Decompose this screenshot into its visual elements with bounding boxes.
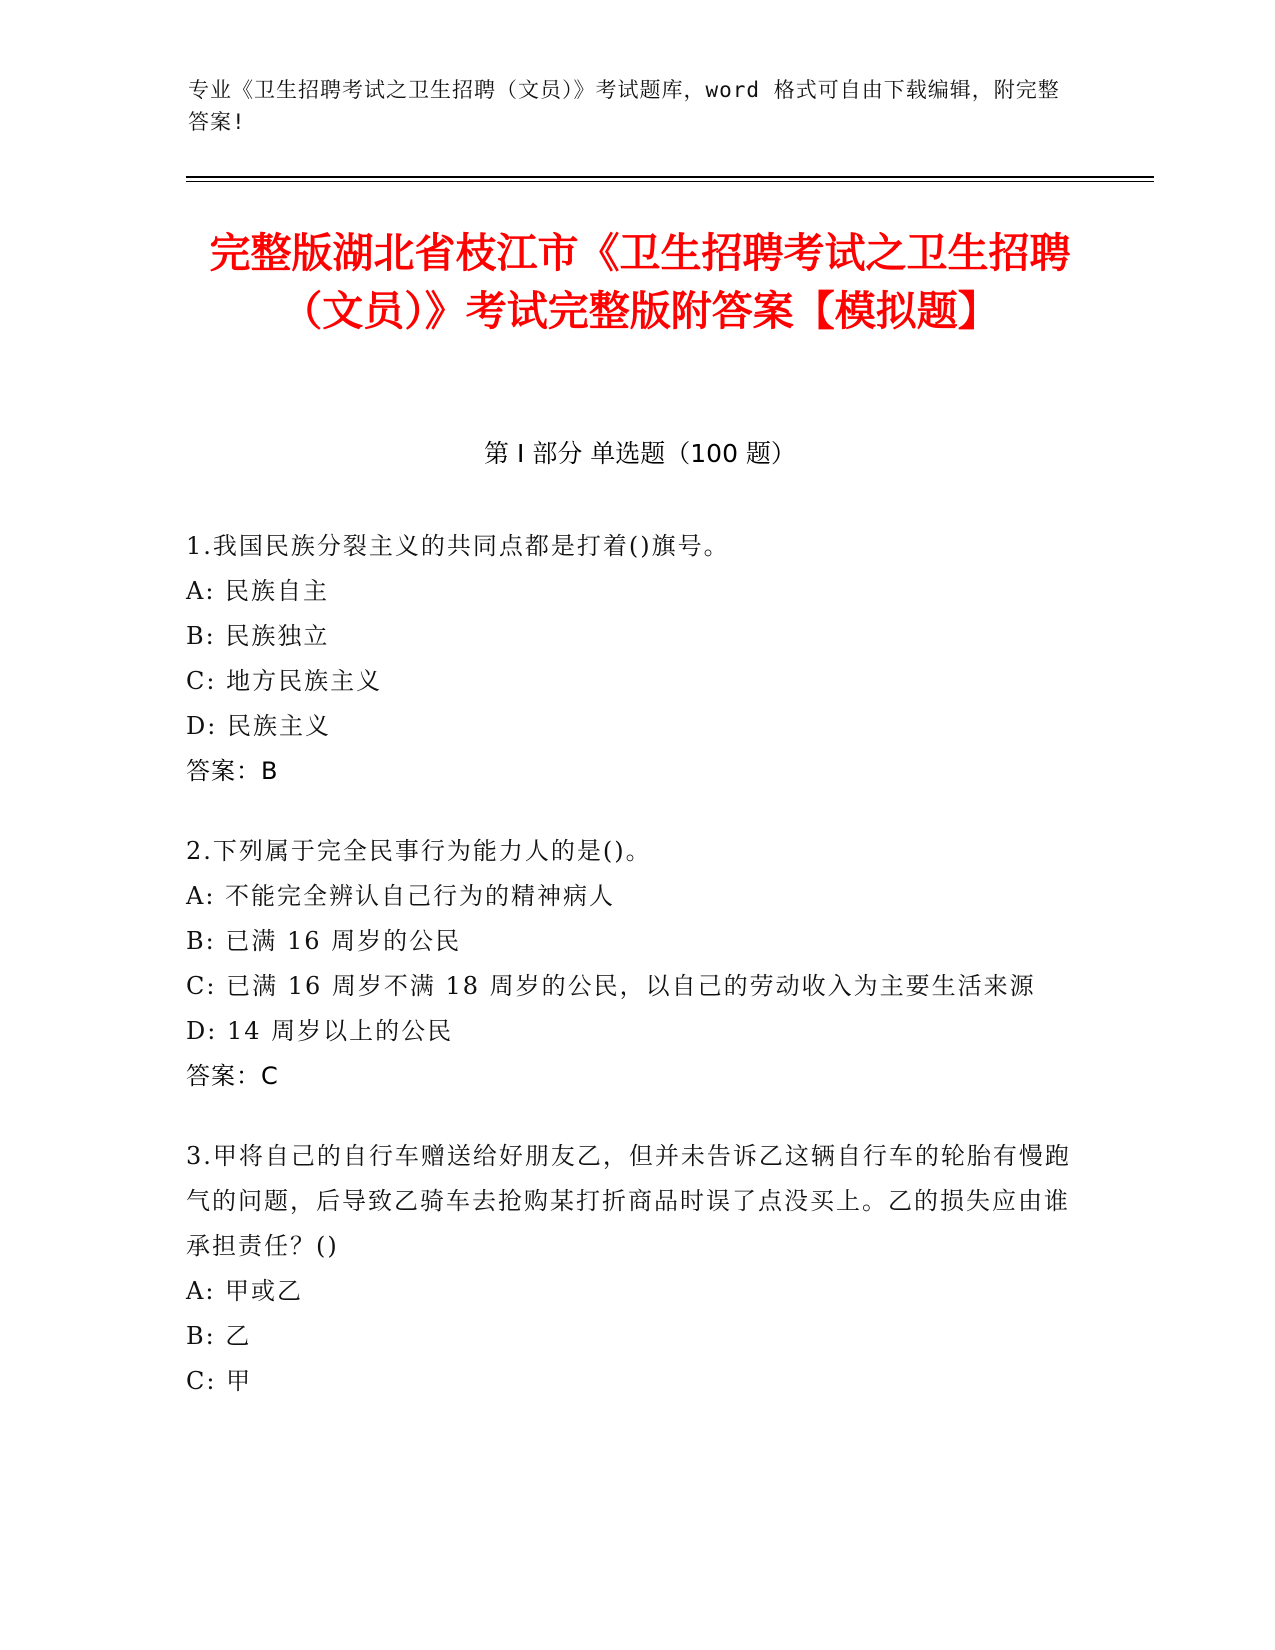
question-stem: 2.下列属于完全民事行为能力人的是()。 (186, 837, 652, 865)
option-b: B: 民族独立 (186, 622, 330, 650)
section-title: 第 I 部分 单选题（100 题） (484, 439, 796, 468)
option-b: B: 已满 16 周岁的公民 (186, 927, 462, 955)
answer: 答案：C (186, 1062, 279, 1090)
answer: 答案：B (186, 757, 279, 785)
question-2 (186, 829, 1076, 1099)
question-stem: 3.甲将自己的自行车赠送给好朋友乙，但并未告诉乙这辆自行车的轮胎有慢跑气的问题，后导致乙骑车去抢购某打折商品时误了点没买上。乙的损失应由谁承担责任？() (186, 1142, 1071, 1260)
question-1 (186, 524, 1076, 794)
question-list (186, 524, 1076, 1439)
header-divider (186, 176, 1154, 182)
option-a: A: 民族自主 (186, 577, 330, 605)
document-title: 完整版湖北省枝江市《卫生招聘考试之卫生招聘（文员）》考试完整版附答案【模拟题】 (209, 229, 1071, 335)
header-note: 专业《卫生招聘考试之卫生招聘（文员）》考试题库，word 格式可自由下载编辑，附完整答案! (188, 78, 1060, 134)
option-c: C: 甲 (186, 1367, 253, 1395)
question-stem: 1.我国民族分裂主义的共同点都是打着()旗号。 (186, 532, 730, 560)
option-d: D: 14 周岁以上的公民 (186, 1017, 454, 1045)
question-3 (186, 1134, 1076, 1404)
option-d: D: 民族主义 (186, 712, 331, 740)
option-c: C: 地方民族主义 (186, 667, 383, 695)
option-a: A: 不能完全辨认自己行为的精神病人 (186, 882, 616, 910)
option-b: B: 乙 (186, 1322, 252, 1350)
option-a: A: 甲或乙 (186, 1277, 304, 1305)
option-c: C: 已满 16 周岁不满 18 周岁的公民，以自己的劳动收入为主要生活来源 (186, 972, 1036, 1000)
